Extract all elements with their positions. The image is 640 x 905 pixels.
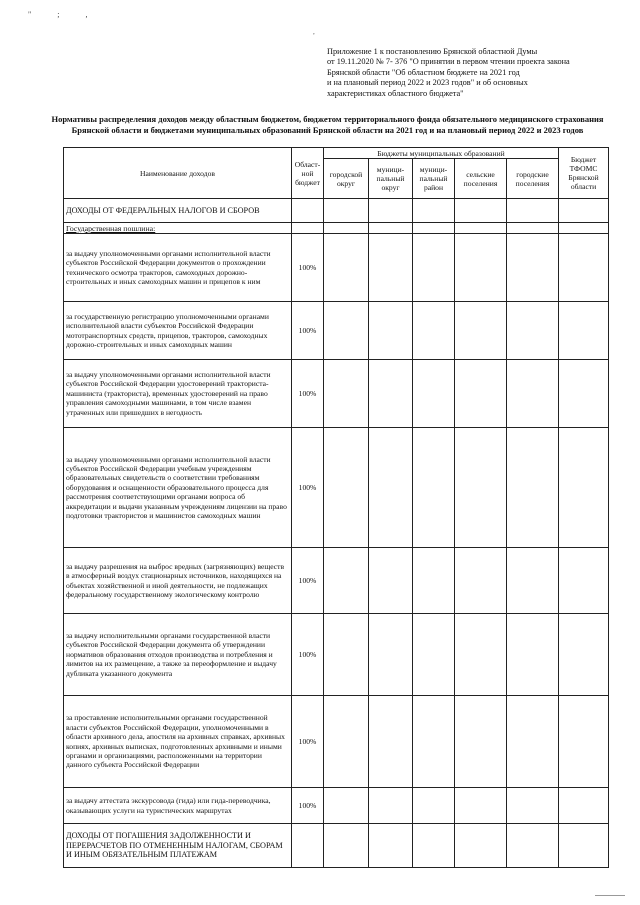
table-row xyxy=(64,788,609,824)
table-row xyxy=(64,614,609,696)
row-name: за выдачу аттестата экскурсовода (гида) или гида-переводчика, оказывающих услуги на туристических маршрутах xyxy=(64,788,292,824)
row-regional-pct: 100% xyxy=(292,696,324,788)
row-regional-pct: 100% xyxy=(292,788,324,824)
row-regional-pct: 100% xyxy=(292,302,324,360)
table-row xyxy=(64,428,609,548)
section-repayment-arrears: ДОХОДЫ ОТ ПОГАШЕНИЯ ЗАДОЛЖЕННОСТИ И ПЕРЕРАСЧЕТОВ ПО ОТМЕНЕННЫМ НАЛОГАМ, СБОРАМ И ИНЫМ ОБЯЗАТЕЛЬНЫМ ПЛАТЕЖАМ xyxy=(64,824,292,868)
row-name: за выдачу уполномоченными органами исполнительной власти субъектов Российской Федерации документов о прохождении технического осмотра тракторов, самоходных дорожно-строительных и иных самоходных машин и прицепов к ним xyxy=(64,234,292,302)
header-urban-settlements: городские поселения xyxy=(507,159,559,199)
document-title: Нормативы распределения доходов между областным бюджетом, бюджетом территориального фонда обязательного медицинского страхования Брянской области и бюджетами муниципальных образований Брянской области на 2021 год и на плановый период 2022 и 2023 годов xyxy=(51,114,604,135)
header-rural-settlements: сельские поселения xyxy=(455,159,507,199)
scan-center-mark: , xyxy=(313,28,315,36)
row-name: за выдачу разрешения на выброс вредных (загрязняющих) веществ в атмосферный воздух стационарных источников, находящихся на объектах хозяйственной и иной деятельности, не подлежащих федеральному государственному экологическому контролю xyxy=(64,548,292,614)
table-row xyxy=(64,696,609,788)
appendix-line: от 19.11.2020 № 7- 376 "О принятии в первом чтении проекта закона xyxy=(327,57,570,67)
row-regional-pct: 100% xyxy=(292,614,324,696)
row-name: за государственную регистрацию уполномоченными органами исполнительной власти субъектов Российской Федерации мототранспортных средств, прицепов, тракторов, самоходных дорожно-строительных и иных самоходных машин xyxy=(64,302,292,360)
header-municipal-okrug: муници-пальный округ xyxy=(369,159,413,199)
header-regional-budget: Област-ной бюджет xyxy=(292,148,324,199)
header-municipal-budgets: Бюджеты муниципальных образований xyxy=(324,148,559,159)
row-name: за выдачу уполномоченными органами исполнительной власти субъектов Российской Федерации учебным учреждениям образовательных свидетельств о соответствии требованиям оборудования и оснащенности образовательного процесса для рассмотрения соответствующими органами вопроса об аккредитации и выдачи указанным учреждениям лицензии на право подготовки трактористов и машинистов самоходных машин xyxy=(64,428,292,548)
row-name: за проставление исполнительными органами государственной власти субъектов Российской Федерации, уполномоченными в области архивного дела, апостиля на архивных справках, архивных копиях, архивных выписках, подготовленных архивными и иными органами и организациями, расположенными на территории данного субъекта Российской Федерации xyxy=(64,696,292,788)
header-tfoms-budget: Бюджет ТФОМС Брянской области xyxy=(559,148,609,199)
appendix-line: и на плановый период 2022 и 2023 годов" и об основных xyxy=(327,78,528,88)
header-municipal-rayon: муници-пальный район xyxy=(413,159,455,199)
appendix-line: характеристиках областного бюджета" xyxy=(327,88,464,98)
header-city-okrug: городской округ xyxy=(324,159,369,199)
table-row xyxy=(64,302,609,360)
row-regional-pct: 100% xyxy=(292,428,324,548)
row-regional-pct: 100% xyxy=(292,548,324,614)
table-row xyxy=(64,548,609,614)
scan-edge-line xyxy=(595,895,625,896)
row-name: за выдачу исполнительными органами государственной власти субъектов Российской Федерации документа об утверждении нормативов образования отходов производства и потребления и лимитов на их размещение, а также за переоформление и выдачу дубликата указанного документа xyxy=(64,614,292,696)
section-federal-taxes: ДОХОДЫ ОТ ФЕДЕРАЛЬНЫХ НАЛОГОВ И СБОРОВ xyxy=(64,199,292,223)
table-row xyxy=(64,234,609,302)
row-regional-pct: 100% xyxy=(292,234,324,302)
appendix-note xyxy=(327,47,617,99)
row-regional-pct: 100% xyxy=(292,360,324,428)
appendix-line: Приложение 1 к постановлению Брянской областной Думы xyxy=(327,47,538,56)
revenue-norms-table xyxy=(63,147,609,868)
scan-corner-marks: " ; , xyxy=(28,10,100,19)
header-name: Наименование доходов xyxy=(64,148,292,199)
row-name: за выдачу уполномоченными органами исполнительной власти субъектов Российской Федерации удостоверений тракториста-машиниста (тракториста), временных удостоверений на право управления самоходными машинами, в том числе взамен утраченных или пришедших в негодность xyxy=(64,360,292,428)
table-row xyxy=(64,360,609,428)
subheading-state-duty: Государственная пошлина: xyxy=(64,223,292,234)
appendix-line: Брянской области "Об областном бюджете на 2021 год xyxy=(327,67,520,77)
